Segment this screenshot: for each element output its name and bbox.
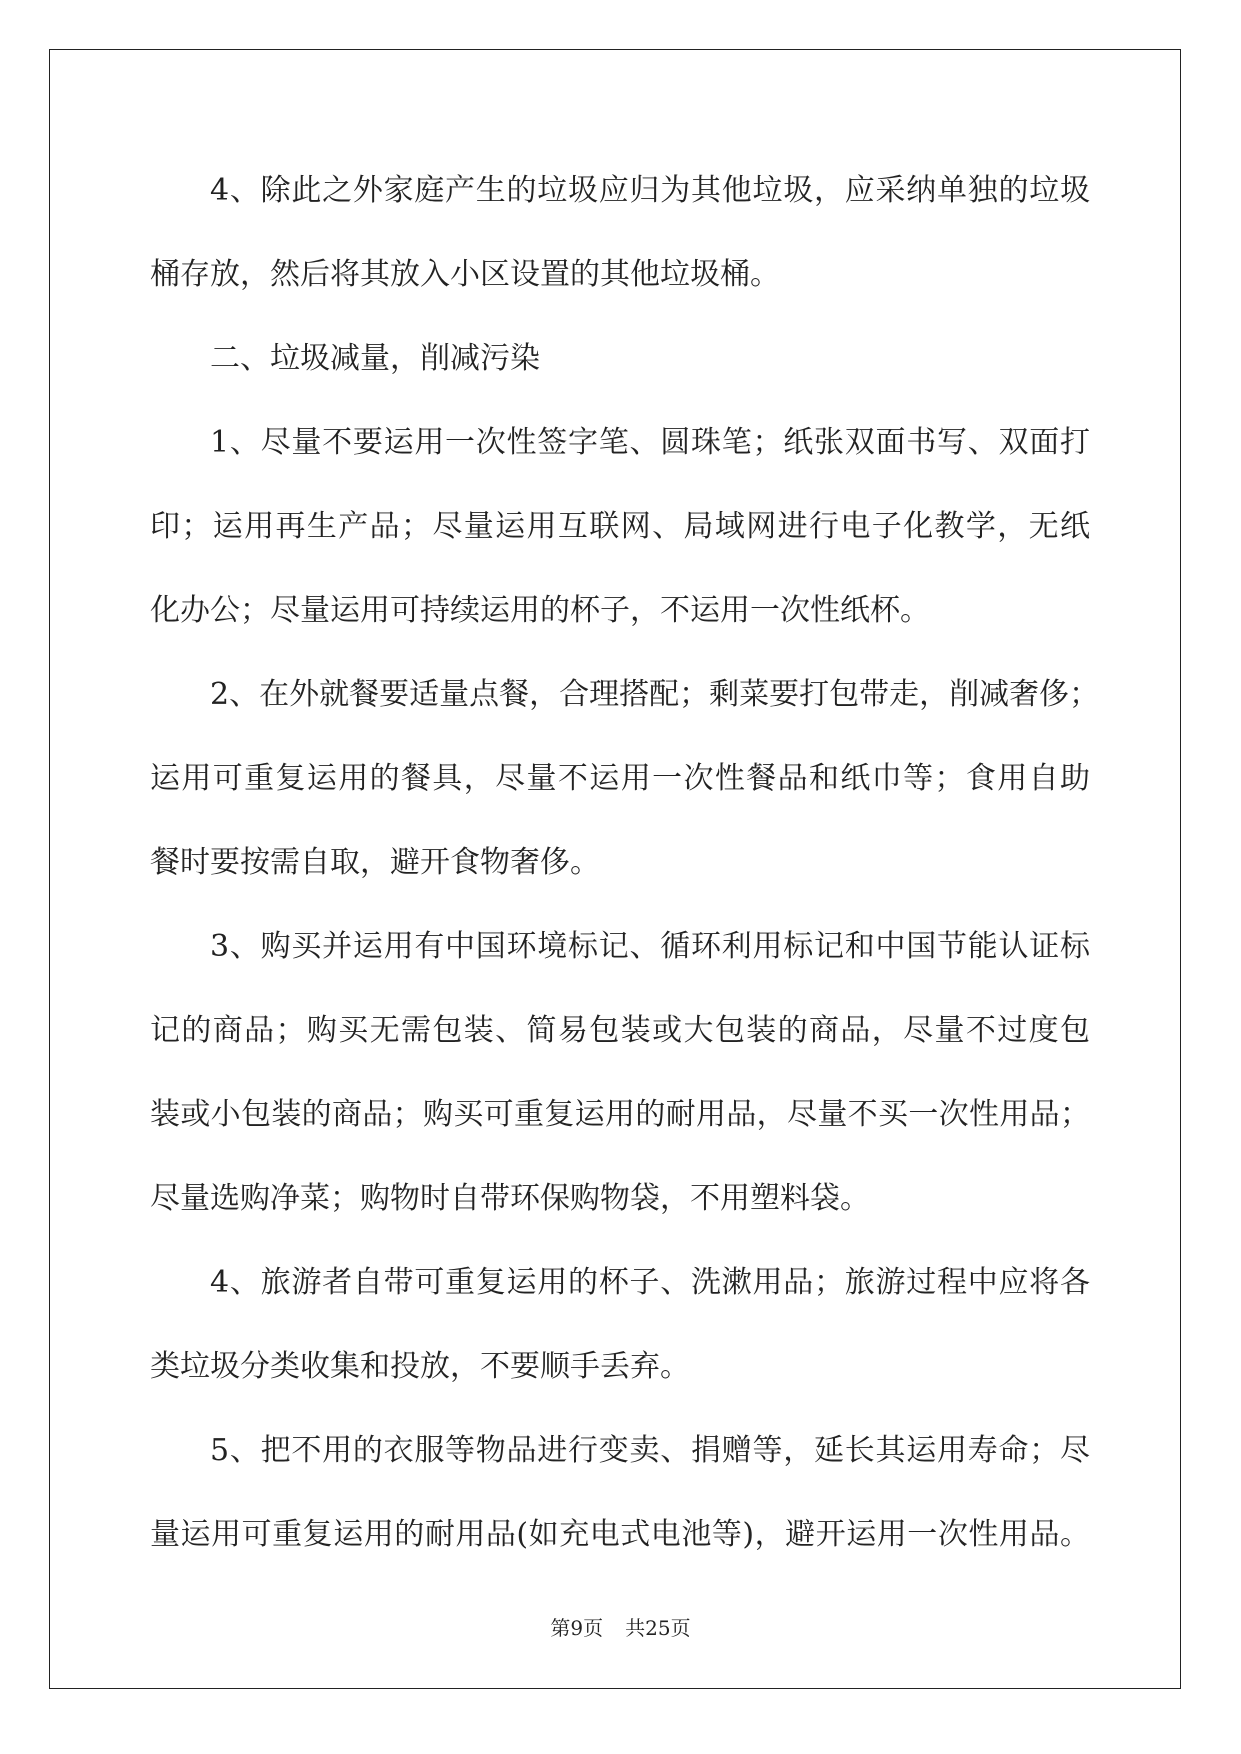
text-line: 化办公；尽量运用可持续运用的杯子，不运用一次性纸杯。 xyxy=(150,593,930,628)
paragraph-household-other-waste xyxy=(150,160,1090,328)
text-line: 印；运用再生产品；尽量运用互联网、局域网进行电子化教学，无纸 xyxy=(150,509,1090,544)
text-line: 装或小包装的商品；购买可重复运用的耐用品，尽量不买一次性用品； xyxy=(150,1097,1090,1132)
text-line: 4、旅游者自带可重复运用的杯子、洗漱用品；旅游过程中应将各 xyxy=(210,1265,1090,1300)
document-body xyxy=(150,160,1100,1588)
paragraph-item-5 xyxy=(150,1420,1090,1588)
text-line: 4、除此之外家庭产生的垃圾应归为其他垃圾，应采纳单独的垃圾 xyxy=(210,173,1090,208)
text-line: 运用可重复运用的餐具，尽量不运用一次性餐品和纸巾等；食用自助 xyxy=(150,761,1090,796)
text-line: 桶存放，然后将其放入小区设置的其他垃圾桶。 xyxy=(150,257,780,292)
text-line: 二、垃圾减量，削减污染 xyxy=(210,341,540,376)
paragraph-item-3 xyxy=(150,916,1090,1252)
text-line: 记的商品；购买无需包装、简易包装或大包装的商品，尽量不过度包 xyxy=(150,1013,1090,1048)
section-heading-waste-reduction xyxy=(150,328,1090,412)
page-footer xyxy=(0,1612,1241,1641)
paragraph-item-1 xyxy=(150,412,1090,664)
text-line: 量运用可重复运用的耐用品(如充电式电池等)，避开运用一次性用品。 xyxy=(150,1517,1090,1552)
paragraph-item-2 xyxy=(150,664,1100,916)
text-line: 3、购买并运用有中国环境标记、循环利用标记和中国节能认证标 xyxy=(210,929,1090,964)
text-line: 2、在外就餐要适量点餐，合理搭配；剩菜要打包带走，削减奢侈； xyxy=(210,677,1100,712)
text-line: 1、尽量不要运用一次性签字笔、圆珠笔；纸张双面书写、双面打 xyxy=(210,425,1090,460)
paragraph-item-4 xyxy=(150,1252,1090,1420)
page-total: 共25页 xyxy=(625,1616,691,1640)
text-line: 尽量选购净菜；购物时自带环保购物袋，不用塑料袋。 xyxy=(150,1181,870,1216)
text-line: 类垃圾分类收集和投放，不要顺手丢弃。 xyxy=(150,1349,690,1384)
page-number: 第9页 xyxy=(550,1616,604,1640)
text-line: 餐时要按需自取，避开食物奢侈。 xyxy=(150,845,600,880)
text-line: 5、把不用的衣服等物品进行变卖、捐赠等，延长其运用寿命；尽 xyxy=(210,1433,1090,1468)
